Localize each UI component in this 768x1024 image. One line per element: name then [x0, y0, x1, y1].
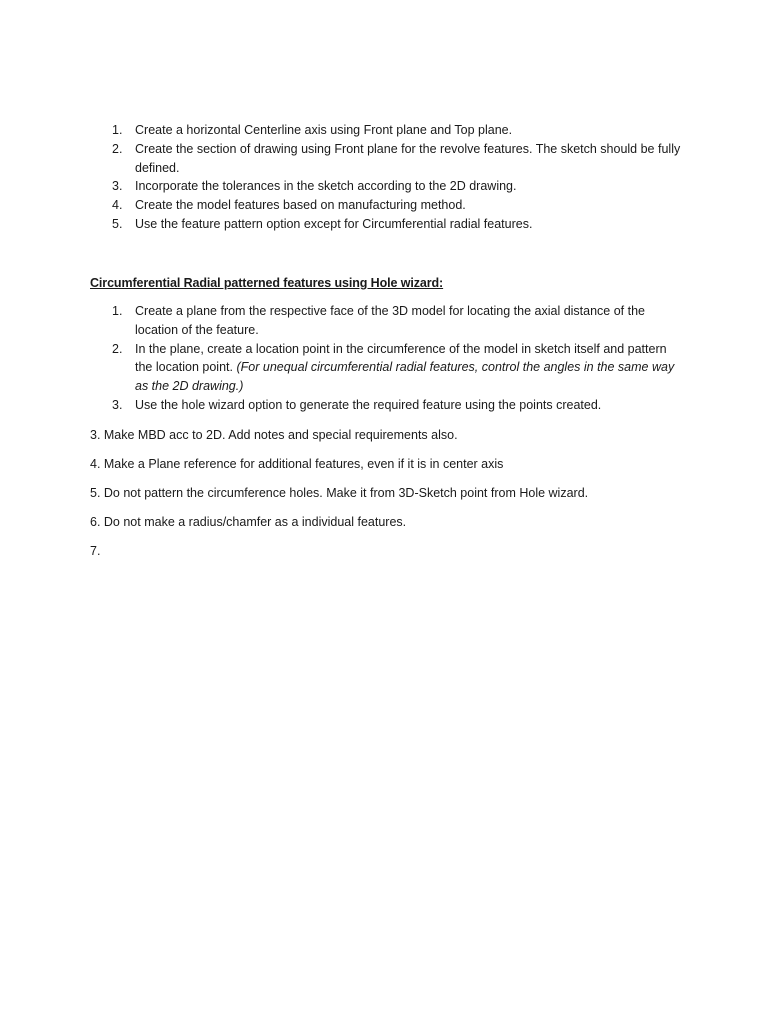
paragraph-plane-reference: 4. Make a Plane reference for additional features, even if it is in center axis [90, 457, 504, 471]
list-number: 1. [112, 123, 123, 137]
list-item [104, 302, 684, 340]
paragraph-radius-chamfer: 6. Do not make a radius/chamfer as a individual features. [90, 515, 407, 529]
list-item [104, 121, 684, 140]
list-item-text: Create a plane from the respective face of the 3D model for locating the axial distance of the location of the feature. [135, 304, 646, 337]
list-number: 4. [112, 198, 123, 213]
list-number: 2. [112, 341, 123, 356]
paragraph-seven: 7. [90, 544, 101, 558]
list-item [104, 196, 684, 215]
list-item-text: Use the feature pattern option except for Circumferential radial features. [135, 216, 533, 231]
setup-steps-list [104, 121, 684, 234]
list-item [104, 215, 684, 234]
list-item-note: (For unequal circumferential radial features, control the angles in the same way as the 2D drawing.) [135, 360, 675, 394]
section-heading: Circumferential Radial patterned features using Hole wizard: [90, 276, 444, 290]
list-item-text: Create the model features based on manufacturing method. [135, 198, 466, 213]
list-item [104, 396, 684, 415]
list-number: 2. [112, 141, 123, 156]
list-item-text: Incorporate the tolerances in the sketch according to the 2D drawing. [135, 179, 517, 194]
list-number: 5. [112, 216, 123, 231]
paragraph-circumference-holes: 5. Do not pattern the circumference holes. Make it from 3D-Sketch point from Hole wizard. [90, 486, 589, 500]
list-item-text: Create the section of drawing using Front plane for the revolve features. The sketch should be fully defined. [135, 141, 681, 175]
list-item-text: Use the hole wizard option to generate the required feature using the points created. [135, 397, 602, 412]
list-item [104, 340, 684, 396]
list-item [104, 177, 684, 196]
list-number: 1. [112, 304, 123, 318]
list-item-text: Create a horizontal Centerline axis using Front plane and Top plane. [135, 123, 513, 137]
list-number: 3. [112, 179, 123, 194]
list-item-text: In the plane, create a location point in the circumference of the model in sketch itself and pattern the location point. [135, 341, 667, 375]
list-item [104, 140, 684, 178]
paragraph-mbd: 3. Make MBD acc to 2D. Add notes and special requirements also. [90, 428, 458, 442]
list-number: 3. [112, 397, 123, 412]
hole-wizard-steps-list [104, 302, 684, 415]
